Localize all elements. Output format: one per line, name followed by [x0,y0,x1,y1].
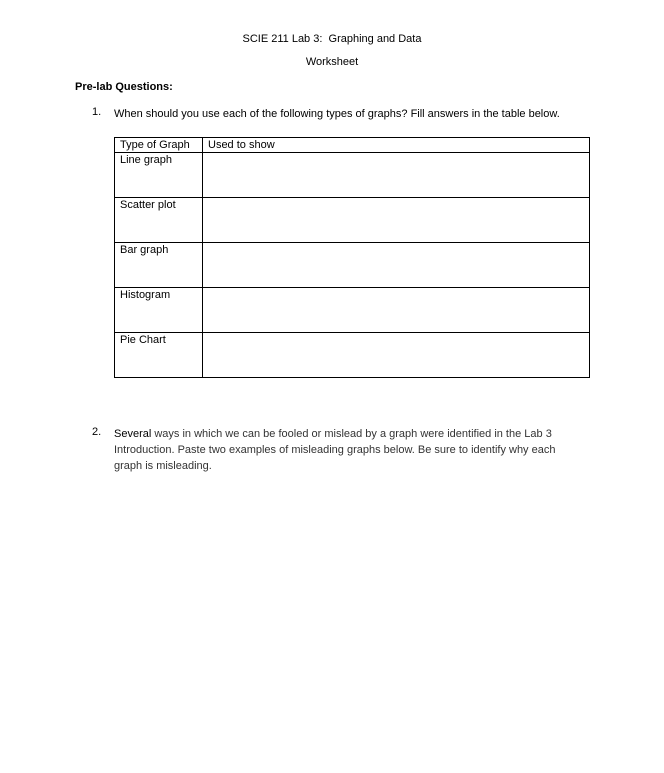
document-subtitle: Worksheet [305,56,359,68]
table-row [115,153,590,198]
graph-type-cell: Scatter plot [115,198,203,243]
graph-type-cell: Pie Chart [115,333,203,378]
graph-type-cell: Bar graph [115,243,203,288]
table-header-row [115,138,590,153]
graph-type-cell: Histogram [115,288,203,333]
answer-cell[interactable] [203,288,590,333]
column-header-type: Type of Graph [115,138,203,153]
question-2-text-block [114,426,584,474]
question-2-text: ways in which we can be fooled or mislead by a graph were identified in the Lab 3 Introduction. Paste two examples of misleading graphs below. Be sure to identify why each graph is misleading. [114,428,556,472]
answer-cell[interactable] [203,153,590,198]
answer-cell[interactable] [203,243,590,288]
table-row [115,243,590,288]
table-row [115,198,590,243]
answer-cell[interactable] [203,198,590,243]
table-row [115,333,590,378]
question-2-number: 2. [92,426,102,438]
table-row [115,288,590,333]
column-header-used-to-show: Used to show [203,138,590,153]
question-2-lead-word: Several [114,428,152,440]
graph-type-cell: Line graph [115,153,203,198]
section-heading-prelab: Pre-lab Questions: [75,81,173,93]
document-title: SCIE 211 Lab 3: Graphing and Data [242,33,422,45]
question-1-number: 1. [92,106,102,118]
graph-types-table [114,137,590,378]
answer-cell[interactable] [203,333,590,378]
question-1-text: When should you use each of the following types of graphs? Fill answers in the table below. [114,108,560,120]
